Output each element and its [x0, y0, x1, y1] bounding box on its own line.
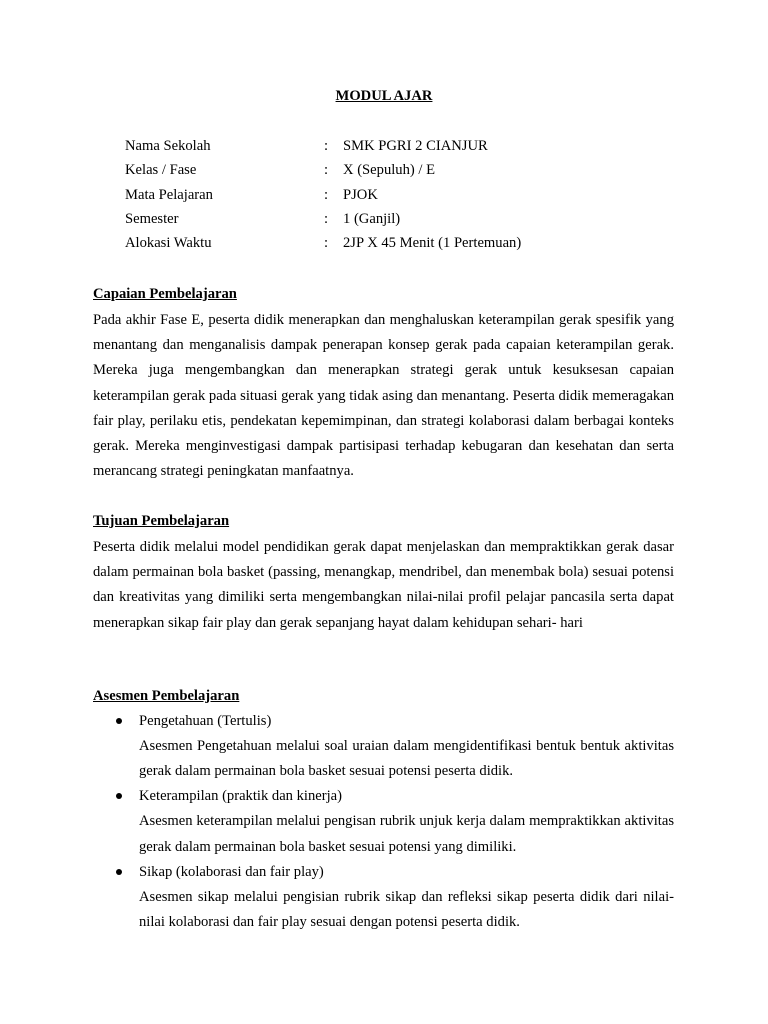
info-value: PJOK: [343, 186, 378, 203]
info-row-nama-sekolah: [125, 136, 685, 160]
document-title: MODUL AJAR: [335, 88, 433, 104]
info-colon: :: [324, 235, 329, 252]
asesmen-list: [93, 709, 674, 935]
bullet-icon: [116, 869, 122, 875]
list-item-title: Sikap (kolaborasi dan fair play): [139, 863, 324, 880]
info-table: [125, 136, 685, 257]
list-item-description: Asesmen keterampilan melalui pengisan rubrik unjuk kerja dalam mempraktikkan aktivitas gerak dalam permainan bola basket sesuai potensi yang dimiliki.: [139, 813, 674, 855]
info-label: Alokasi Waktu: [125, 235, 212, 252]
info-label: Kelas / Fase: [125, 162, 197, 179]
list-item-title: Pengetahuan (Tertulis): [139, 713, 272, 729]
info-label: Mata Pelajaran: [125, 186, 213, 203]
info-row-mata-pelajaran: [125, 185, 685, 209]
list-item-title: Keterampilan (praktik dan kinerja): [139, 788, 343, 805]
info-colon: :: [324, 186, 329, 203]
info-colon: :: [324, 162, 329, 179]
info-value: 2JP X 45 Menit (1 Pertemuan): [343, 235, 522, 252]
list-item: [93, 784, 674, 859]
bullet-icon: [116, 718, 122, 724]
info-colon: :: [324, 138, 329, 154]
section-heading-tujuan: Tujuan Pembelajaran: [93, 513, 230, 529]
list-item: [93, 709, 674, 784]
info-value: X (Sepuluh) / E: [343, 162, 436, 179]
list-item-description: Asesmen sikap melalui pengisian rubrik sikap dan refleksi sikap peserta didik dari nilai-nilai kolaborasi dan fair play sesuai dengan potensi peserta didik.: [139, 888, 674, 931]
section-heading-asesmen: Asesmen Pembelajaran: [93, 688, 240, 704]
bullet-icon: [116, 793, 122, 799]
section-heading-capaian: Capaian Pembelajaran: [93, 286, 237, 302]
info-row-semester: [125, 209, 685, 233]
section-capaian: [93, 284, 674, 484]
list-item-description: Asesmen Pengetahuan melalui soal uraian dalam mengidentifikasi bentuk bentuk aktivitas gerak dalam permainan bola basket sesuai potensi peserta didik.: [139, 738, 674, 780]
info-row-alokasi-waktu: [125, 233, 685, 257]
info-label: Nama Sekolah: [125, 138, 211, 154]
info-value: 1 (Ganjil): [343, 210, 401, 227]
info-colon: :: [324, 210, 329, 227]
list-item: [93, 860, 674, 935]
info-row-kelas-fase: [125, 160, 685, 184]
info-label: Semester: [125, 210, 179, 227]
info-value: SMK PGRI 2 CIANJUR: [343, 138, 488, 154]
section-tujuan: [93, 511, 674, 636]
section-text-tujuan: Peserta didik melalui model pendidikan gerak dapat menjelaskan dan mempraktikkan gerak dasar dalam permainan bola basket (passing, menangkap, mendribel, dan menembak bola) sesuai potensi dan kreativitas yang dimiliki serta mengembangkan nilai-nilai profil pelajar pancasila serta dapat menerapkan sikap fair play dan gerak sepanjang hayat dalam kehidupan sehari- hari: [93, 539, 674, 631]
section-asesmen: [93, 686, 674, 935]
section-text-capaian: Pada akhir Fase E, peserta didik menerapkan dan menghaluskan keterampilan gerak spesifik yang menantang dan menganalisis dampak penerapan konsep gerak pada capaian keterampilan gerak. Mereka juga mengembangkan dan menerapkan strategi gerak untuk kesuksesan capaian keterampilan gerak pada situasi gerak yang tidak asing dan menantang. Peserta didik memeragakan fair play, perilaku etis, pendekatan kepemimpinan, dan strategi kolaborasi dalam berbagai konteks gerak. Mereka menginvestigasi dampak partisipasi terhadap kebugaran dan kesehatan dan serta merancang strategi peningkatan manfaatnya.: [93, 312, 674, 480]
